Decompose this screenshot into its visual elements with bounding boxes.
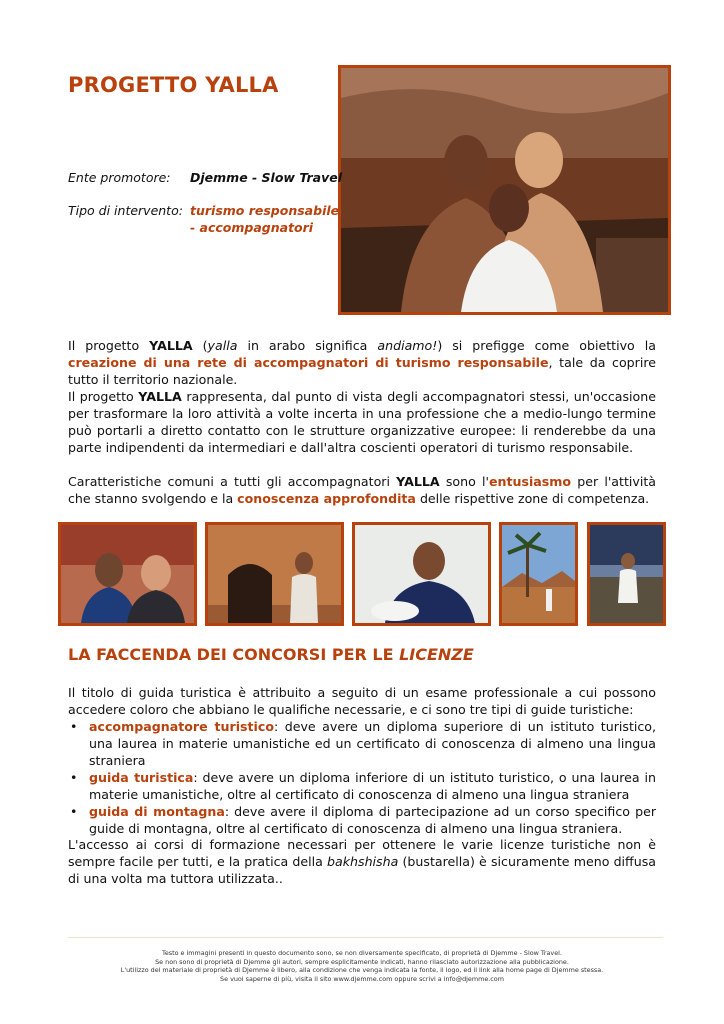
photo-kasbah-doorway xyxy=(205,522,344,626)
main-photo-three-guides xyxy=(338,65,671,315)
promoter-value: Djemme - Slow Travel xyxy=(190,170,342,185)
footer-notice: Testo e immagini presenti in questo documento sono, se non diversamente specificato, di proprietà di Djemme - Slow Travel. Se non sono di proprietà di Djemme gli autori, sempre esplicitamente indicati, hanno rilasciato autorizzazione alla pubblicazione. L'utilizzo del materiale di proprietà di Djemme è libero, alla condizione che venga indicata la fonte, il logo, ed il link alla home page di Djemme stessa. Se vuoi saperne di più, visita il sito www.djemme.com oppure scrivi a info@djemme.com xyxy=(120,949,604,983)
photo-guides-couple xyxy=(58,522,197,626)
list-item: • guida turistica: deve avere un diploma inferiore di un istituto turistico, o una laurea in materie umanistiche, oltre al certificato di conoscenza di almeno una lingua straniera xyxy=(70,770,656,802)
type-label: Tipo di intervento: xyxy=(68,203,183,218)
photo-palm-oasis xyxy=(499,522,578,626)
section-heading-licenses: LA FACCENDA DEI CONCORSI PER LE LICENZE xyxy=(68,645,474,664)
paragraph-closing: L'accesso ai corsi di formazione necessari per ottenere le varie licenze turistiche non è sempre facile per tutti, e la pratica della bakhshisha (bustarella) è sicuramente meno diffusa di una volta ma tuttora utilizzata.. xyxy=(68,837,656,886)
paragraph-project: Il progetto YALLA rappresenta, dal punto di vista degli accompagnatori stessi, un'occasione per trasformare la loro attività a volte incerta in una professione che a medio-lungo termine può portarli a diretto contatto con le strutture organizzative europee: li renderebbe da una parte indipendenti da intermediari e dall'altra coscienti operatori di turismo responsabile. xyxy=(68,389,656,455)
promoter-label: Ente promotore: xyxy=(68,170,171,185)
photo-guide-lakeside xyxy=(587,522,666,626)
guide-types-list xyxy=(68,718,656,837)
photo-guide-cooking xyxy=(352,522,491,626)
type-value-1: turismo responsabile xyxy=(190,203,340,218)
type-value-2: - accompagnatori xyxy=(190,220,314,235)
paragraph-characteristics: Caratteristiche comuni a tutti gli accompagnatori YALLA sono l'entusiasmo per l'attività che stanno svolgendo e la conoscenza approfondita delle rispettive zone di competenza. xyxy=(68,474,657,506)
footer-divider xyxy=(68,937,663,938)
paragraph-licenses-intro: Il titolo di guida turistica è attribuito a seguito di un esame professionale a cui possono accedere coloro che abbiano le qualifiche necessarie, e ci sono tre tipi di guide turistiche: xyxy=(68,685,656,717)
paragraph-intro: Il progetto YALLA (yalla in arabo significa andiamo!) si prefigge come obiettivo la creazione di una rete di accompagnatori di turismo responsabile, tale da coprire tutto il territorio nazionale. xyxy=(68,338,656,387)
list-item: • guida di montagna: deve avere il diploma di partecipazione ad un corso specifico per guide di montagna, oltre al certificato di conoscenza di almeno una lingua straniera. xyxy=(70,804,657,836)
list-item: • accompagnatore turistico: deve avere un diploma superiore di un istituto turistico, una laurea in materie umanistiche ed un certificato di conoscenza di almeno una lingua straniera xyxy=(70,719,657,768)
page-title: PROGETTO YALLA xyxy=(68,73,279,97)
